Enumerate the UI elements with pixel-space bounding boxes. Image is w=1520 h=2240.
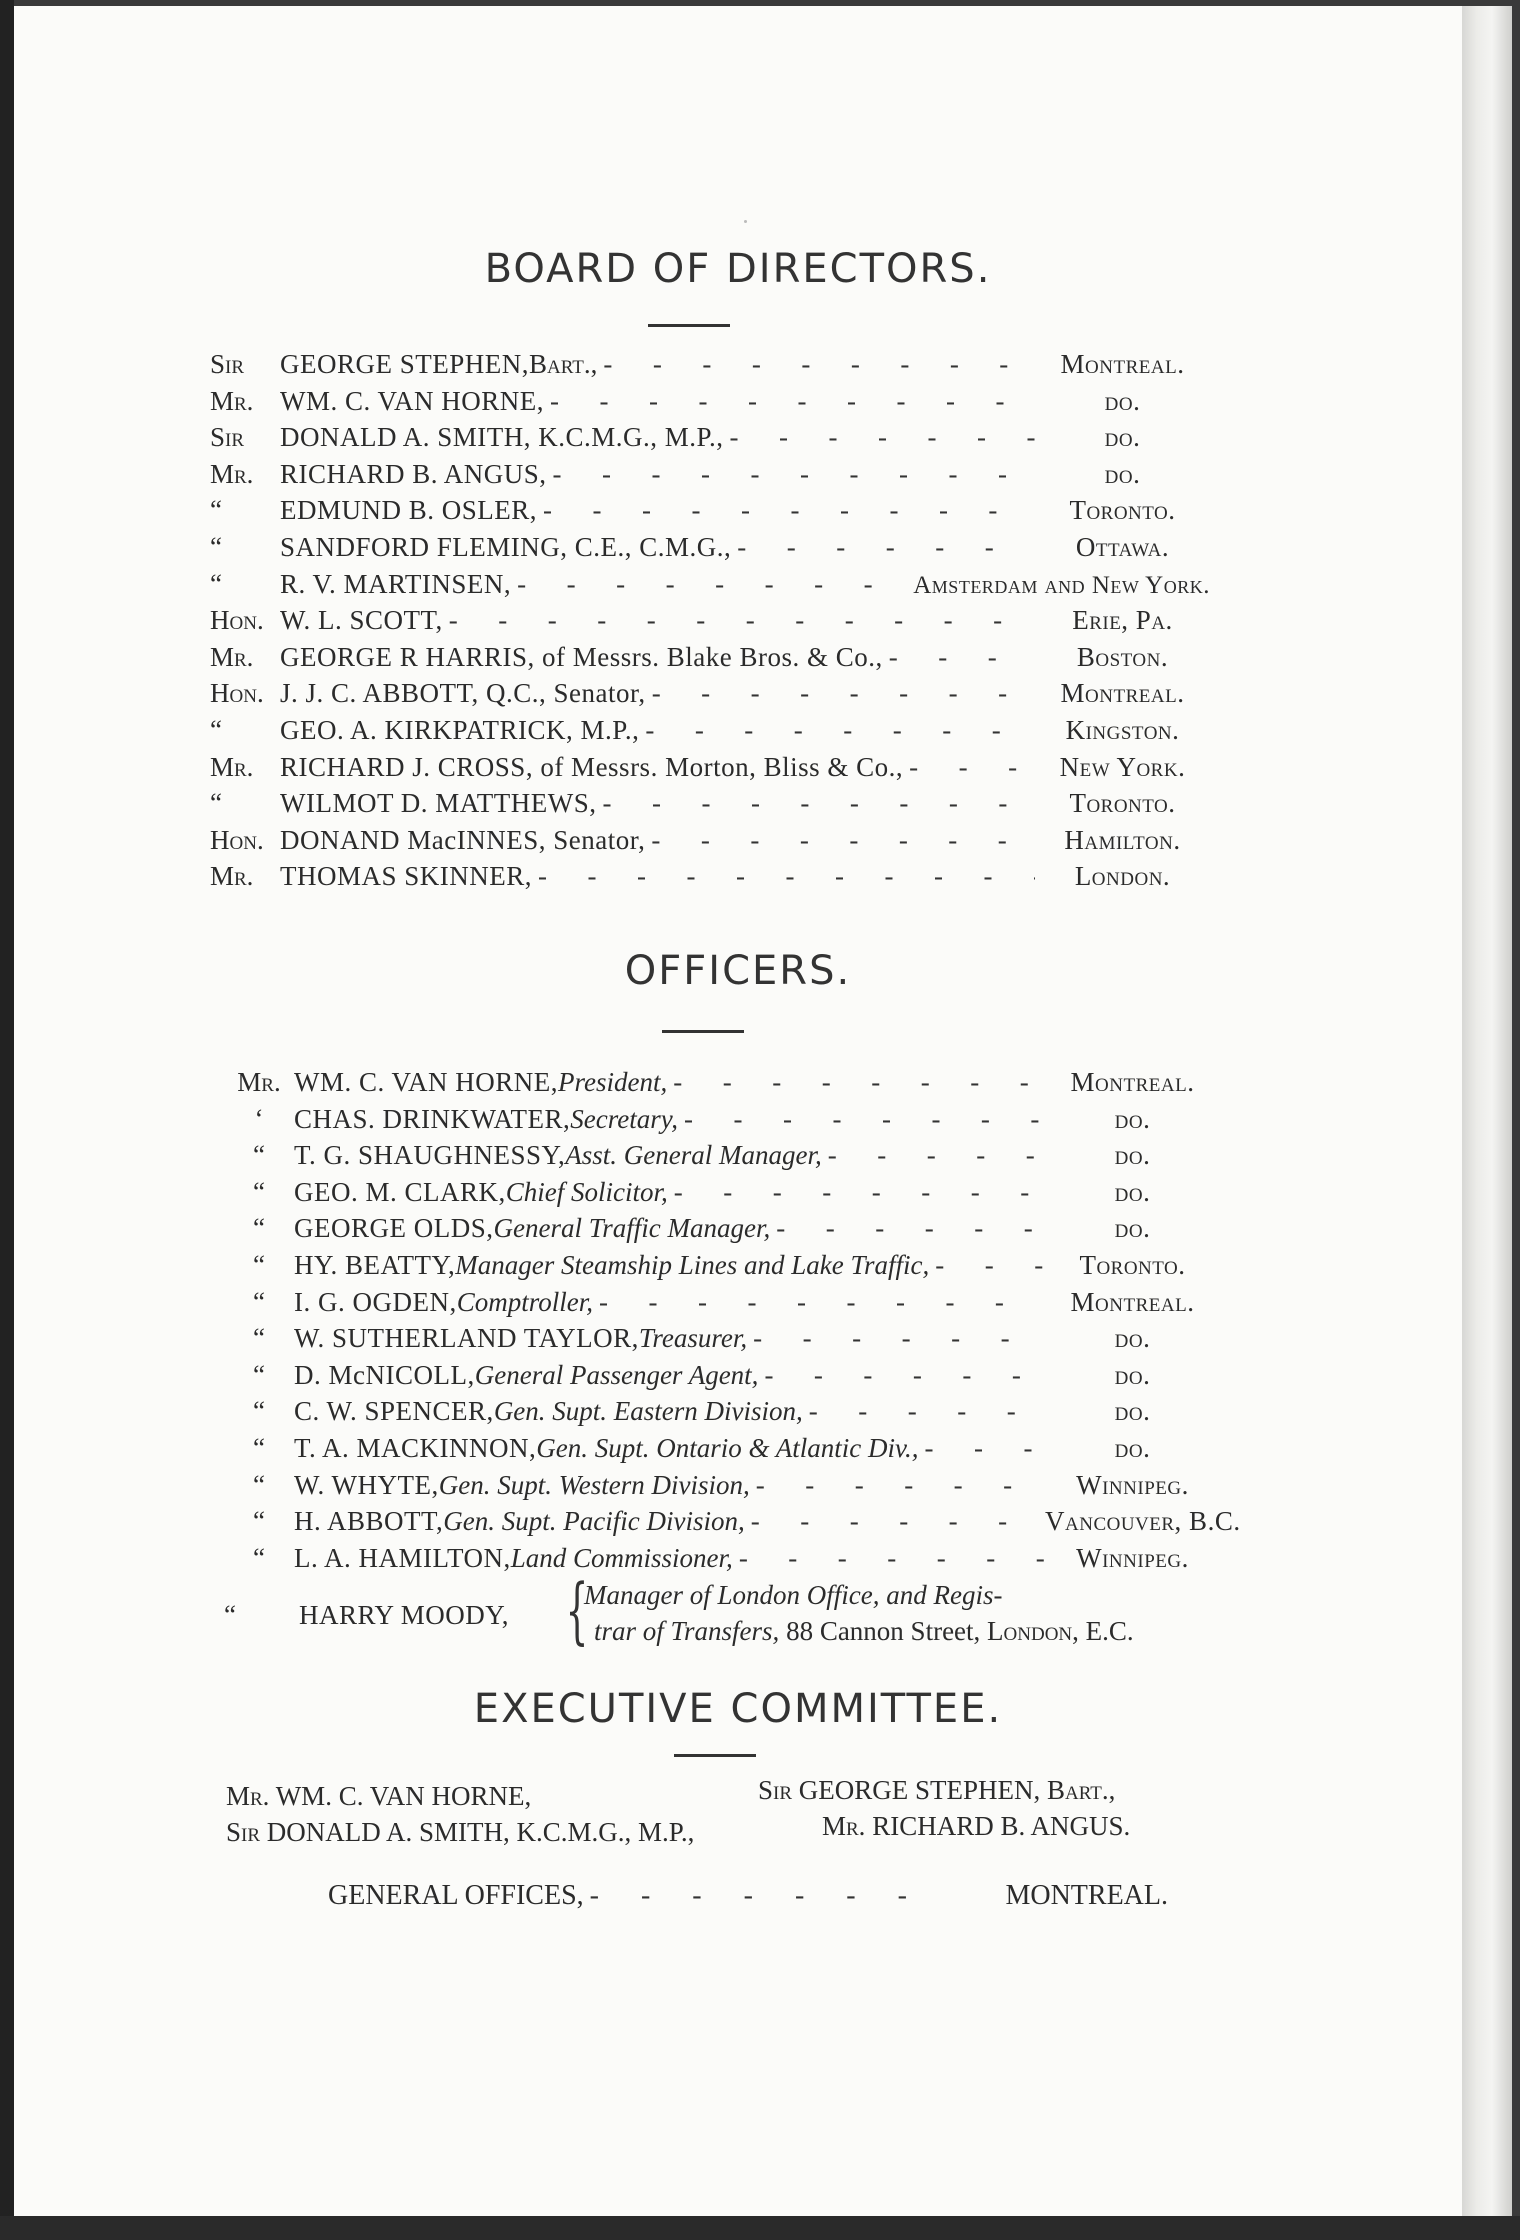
executive-heading-rule <box>674 1754 756 1757</box>
officer-role: Treasurer, <box>638 1323 748 1354</box>
exec-member-3 <box>226 1814 694 1850</box>
director-name: RICHARD B. ANGUS, <box>280 458 547 489</box>
officers-heading: OFFICERS. <box>624 948 852 994</box>
director-place: Erie, Pa. <box>1072 605 1173 636</box>
officer-role: Asst. General Manager, <box>565 1140 822 1171</box>
director-title: Hon. <box>210 824 264 855</box>
dot-leader <box>770 1210 1045 1246</box>
officer-role: Gen. Supt. Pacific Division, <box>443 1506 745 1537</box>
officer-place: Montreal. <box>1070 1286 1195 1317</box>
director-name: W. L. SCOTT, <box>280 605 443 636</box>
officer-place: do. <box>1114 1396 1151 1427</box>
general-offices-place: MONTREAL. <box>1005 1880 1168 1911</box>
member-title: Mr. <box>226 1781 270 1811</box>
director-row <box>210 346 1210 382</box>
officer-role-line2 <box>594 1616 1134 1647</box>
board-heading: BOARD OF DIRECTORS. <box>484 246 992 292</box>
officer-role: General Passenger Agent, <box>474 1359 759 1390</box>
officer-name: D. McNICOLL, <box>294 1359 475 1390</box>
dot-leader <box>883 639 1035 675</box>
general-offices-label: GENERAL OFFICES, <box>328 1880 584 1911</box>
officer-name: CHAS. DRINKWATER, <box>294 1103 571 1134</box>
officer-row <box>224 1503 1241 1539</box>
officer-row <box>224 1284 1220 1320</box>
director-name: WM. C. VAN HORNE, <box>280 385 545 416</box>
director-title: Hon. <box>210 605 264 636</box>
director-title: “ <box>210 568 222 599</box>
dot-leader <box>547 456 1035 492</box>
officer-role-italic: trar of Transfers, <box>594 1616 780 1646</box>
officer-row <box>224 1064 1220 1100</box>
officer-name: GEORGE OLDS, <box>294 1213 494 1244</box>
director-title: Sir <box>210 349 245 379</box>
dot-leader <box>803 1393 1045 1429</box>
general-offices-line <box>328 1878 1168 1914</box>
director-title: Mr. <box>210 641 254 672</box>
dot-leader <box>443 602 1035 638</box>
director-place: Kingston. <box>1065 715 1180 745</box>
director-suffix: Bart., <box>529 349 598 379</box>
officer-row <box>224 1393 1220 1429</box>
director-name: GEO. A. KIRKPATRICK, M.P., <box>280 715 640 745</box>
director-row <box>210 785 1210 821</box>
book-spine-shadow <box>0 0 14 2240</box>
dot-leader <box>511 566 913 602</box>
director-title: “ <box>210 715 222 745</box>
officer-place: London, E.C. <box>987 1616 1134 1646</box>
director-place: Ottawa. <box>1075 532 1170 562</box>
officer-row <box>224 1540 1220 1576</box>
ditto-mark: “ <box>224 1600 236 1630</box>
director-title: Mr. <box>210 458 254 489</box>
exec-member-2 <box>758 1772 1115 1808</box>
dot-leader <box>733 1540 1045 1576</box>
director-place: London. <box>1074 861 1171 892</box>
member-name: WM. C. VAN HORNE, <box>275 1781 532 1811</box>
officer-place: Vancouver, B.C. <box>1045 1506 1241 1537</box>
dot-leader <box>918 1430 1045 1466</box>
officer-name: T. G. SHAUGHNESSY, <box>294 1140 566 1171</box>
member-title: Sir <box>758 1775 793 1805</box>
dot-leader <box>596 785 1035 821</box>
director-name: DONAND MacINNES, Senator, <box>280 824 646 855</box>
dot-leader <box>745 1503 1045 1539</box>
director-place: Boston. <box>1076 641 1169 672</box>
officer-title: “ <box>253 1433 265 1463</box>
dot-leader <box>537 492 1035 528</box>
director-place: do. <box>1104 458 1141 489</box>
officer-place: do. <box>1114 1213 1151 1244</box>
dot-leader <box>584 1878 1006 1914</box>
officer-title: “ <box>253 1213 265 1244</box>
director-place: Toronto. <box>1069 788 1176 819</box>
director-name: J. J. C. ABBOTT, Q.C., Senator, <box>280 678 646 709</box>
officer-role-line1: Manager of London Office, and Regis- <box>584 1580 1003 1610</box>
dot-leader <box>731 529 1035 565</box>
director-place: do. <box>1104 385 1141 416</box>
officer-place: Winnipeg. <box>1076 1542 1189 1573</box>
dot-leader <box>593 1284 1045 1320</box>
officer-place: do. <box>1114 1140 1151 1171</box>
director-title: Mr. <box>210 751 254 782</box>
officer-row <box>224 1247 1220 1283</box>
scan-bottom-border <box>0 2216 1520 2240</box>
officer-name: I. G. OGDEN, <box>294 1286 457 1317</box>
director-row <box>210 639 1210 675</box>
officer-place: Toronto. <box>1079 1250 1186 1280</box>
officer-role: Secretary, <box>570 1103 678 1134</box>
director-title: Mr. <box>210 861 254 892</box>
officer-title: “ <box>253 1506 265 1537</box>
officer-row <box>224 1101 1220 1137</box>
officer-title: “ <box>253 1469 265 1500</box>
board-heading-rule <box>648 324 730 327</box>
officer-title: “ <box>253 1542 265 1573</box>
officer-title: “ <box>253 1250 265 1280</box>
officer-role: Chief Solicitor, <box>505 1176 668 1207</box>
dot-leader <box>667 1064 1045 1100</box>
dot-leader <box>903 749 1035 785</box>
officer-place: do. <box>1114 1176 1151 1207</box>
director-title: Hon. <box>210 678 264 709</box>
officer-row <box>224 1174 1220 1210</box>
director-name: WILMOT D. MATTHEWS, <box>280 788 597 819</box>
officer-title: “ <box>253 1286 265 1317</box>
officer-place: do. <box>1114 1103 1151 1134</box>
officer-title: ‘ <box>254 1103 264 1134</box>
director-row <box>210 529 1210 565</box>
officer-name: C. W. SPENCER, <box>294 1396 494 1427</box>
director-place: Toronto. <box>1069 495 1176 526</box>
officer-name: T. A. MACKINNON, <box>294 1433 537 1463</box>
director-name: R. V. MARTINSEN, <box>280 568 512 599</box>
officer-place: do. <box>1114 1323 1151 1354</box>
exec-member-1 <box>226 1778 531 1814</box>
brace-glyph: { <box>565 1568 589 1652</box>
officer-role: President, <box>558 1067 668 1097</box>
director-row <box>210 419 1210 455</box>
member-name: GEORGE STEPHEN, <box>798 1775 1048 1805</box>
officer-name: L. A. HAMILTON, <box>294 1542 511 1573</box>
director-row <box>210 566 1210 602</box>
exec-member-4 <box>822 1808 1130 1844</box>
officer-row <box>224 1137 1220 1173</box>
officer-title: “ <box>253 1140 265 1171</box>
officer-place: do. <box>1114 1433 1151 1463</box>
dot-leader <box>597 346 1035 382</box>
member-title: Mr. <box>822 1811 866 1841</box>
officers-heading-rule <box>662 1030 744 1033</box>
member-title: Sir <box>226 1817 261 1847</box>
dot-leader <box>758 1357 1045 1393</box>
officer-role: Land Commissioner, <box>510 1542 733 1573</box>
director-title: Mr. <box>210 385 254 416</box>
director-name: DONALD A. SMITH, K.C.M.G., M.P., <box>280 422 724 453</box>
officer-name: HARRY MOODY, <box>299 1600 510 1630</box>
officer-title: “ <box>253 1176 265 1207</box>
officer-title: “ <box>253 1323 265 1354</box>
director-row <box>210 456 1210 492</box>
document-page <box>14 6 1462 2216</box>
dot-leader <box>724 419 1035 455</box>
officer-name: W. WHYTE, <box>294 1469 439 1500</box>
director-row <box>210 712 1210 748</box>
dot-leader <box>750 1467 1045 1503</box>
director-place: do. <box>1104 422 1141 453</box>
director-row <box>210 675 1210 711</box>
officer-role: Comptroller, <box>456 1286 593 1317</box>
dot-leader <box>929 1247 1045 1283</box>
dot-leader <box>639 712 1035 748</box>
director-name: THOMAS SKINNER, <box>280 861 533 892</box>
page-stack-edge <box>1462 6 1512 2216</box>
officer-name: WM. C. VAN HORNE, <box>294 1067 559 1097</box>
officer-name: W. SUTHERLAND TAYLOR, <box>294 1323 639 1354</box>
director-row <box>210 858 1210 894</box>
director-name: GEORGE STEPHEN, <box>280 349 529 379</box>
director-title: “ <box>210 532 222 562</box>
dot-leader <box>646 675 1035 711</box>
officer-place: Winnipeg. <box>1076 1469 1189 1500</box>
director-row <box>210 383 1210 419</box>
paper-speck <box>744 220 747 223</box>
officer-row <box>224 1467 1220 1503</box>
director-title: “ <box>210 495 222 526</box>
director-place: Montreal. <box>1060 349 1185 379</box>
director-name: RICHARD J. CROSS, of Messrs. Morton, Bliss & Co., <box>280 751 904 782</box>
officer-name: GEO. M. CLARK, <box>294 1176 506 1207</box>
director-title: Sir <box>210 422 245 453</box>
officer-row-moody <box>224 1568 1220 1656</box>
officer-title: “ <box>253 1359 265 1390</box>
officer-role: Manager Steamship Lines and Lake Traffic, <box>455 1250 930 1280</box>
officer-name: H. ABBOTT, <box>294 1506 444 1537</box>
director-place: Montreal. <box>1060 678 1185 709</box>
director-place: New York. <box>1059 751 1186 782</box>
dot-leader <box>544 383 1035 419</box>
director-row <box>210 492 1210 528</box>
member-suffix: Bart., <box>1047 1775 1116 1805</box>
member-name: DONALD A. SMITH, K.C.M.G., M.P., <box>266 1817 695 1847</box>
dot-leader <box>822 1137 1045 1173</box>
director-place: Hamilton. <box>1064 824 1181 855</box>
director-row <box>210 749 1210 785</box>
officer-role: Gen. Supt. Eastern Division, <box>493 1396 803 1427</box>
officer-row <box>224 1210 1220 1246</box>
director-name: EDMUND B. OSLER, <box>280 495 538 526</box>
director-name: SANDFORD FLEMING, C.E., C.M.G., <box>280 532 732 562</box>
officer-title: Mr. <box>237 1067 281 1097</box>
officer-address: 88 Cannon Street, <box>779 1616 988 1646</box>
dot-leader <box>645 822 1035 858</box>
officer-row <box>224 1357 1220 1393</box>
officer-row <box>224 1320 1220 1356</box>
director-place: Amsterdam and New York. <box>913 571 1210 599</box>
officer-title: “ <box>253 1396 265 1427</box>
dot-leader <box>747 1320 1045 1356</box>
executive-heading: EXECUTIVE COMMITTEE. <box>473 1686 1003 1732</box>
director-row <box>210 602 1210 638</box>
director-row <box>210 822 1210 858</box>
dot-leader <box>668 1174 1045 1210</box>
officer-place: do. <box>1114 1359 1151 1390</box>
director-name: GEORGE R HARRIS, of Messrs. Blake Bros. & Co., <box>280 641 883 672</box>
director-title: “ <box>210 788 222 819</box>
dot-leader <box>532 858 1035 894</box>
officer-role: Gen. Supt. Western Division, <box>438 1469 750 1500</box>
officer-role: Gen. Supt. Ontario & Atlantic Div., <box>536 1433 919 1463</box>
officer-name: HY. BEATTY, <box>294 1250 456 1280</box>
dot-leader <box>678 1101 1045 1137</box>
officer-place: Montreal. <box>1070 1067 1195 1097</box>
member-name: RICHARD B. ANGUS. <box>872 1811 1131 1841</box>
officer-role: General Traffic Manager, <box>493 1213 771 1244</box>
officer-row <box>224 1430 1220 1466</box>
